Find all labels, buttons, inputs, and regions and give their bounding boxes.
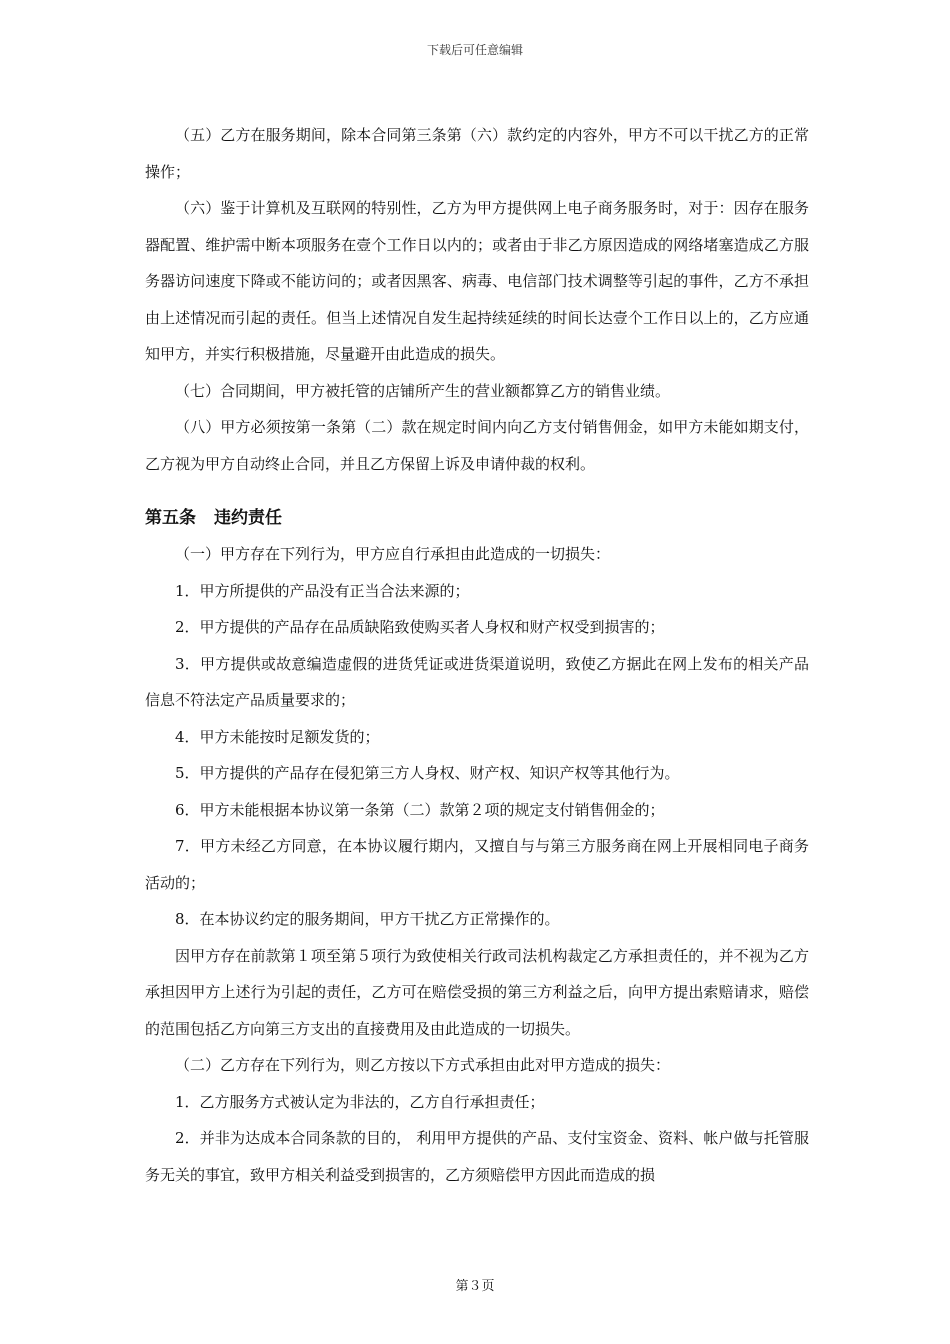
clause-1-intro: （一）甲方存在下列行为，甲方应自行承担由此造成的一切损失： <box>175 545 611 563</box>
clause-2-intro: （二）乙方存在下列行为，则乙方按以下方式承担由此对甲方造成的损失： <box>175 1056 671 1074</box>
paragraph-7: （七）合同期间，甲方被托管的店铺所产生的营业额都算乙方的销售业绩。 <box>175 381 671 400</box>
clause-1-item-4: 4．甲方未能按时足额发货的； <box>175 727 380 746</box>
clause-1-item-8: 8．在本协议约定的服务期间，甲方干扰乙方正常操作的。 <box>175 910 560 928</box>
paragraph-6: （六）鉴于计算机及互联网的特别性，乙方为甲方提供网上电子商务服务时，对于：因存在服务器配置、维护需中断本项服务在壹个工作日以内的；或者由于非乙方原因造成的网络堵塞造成乙方服务器访问速度下降或不能访问的；或者因黑客、病毒、电信部门技术调整等引起的事件，乙方不承担由上述情况而引起的责任。但当上述情况自发生起持续延续的时间长达壹个工作日以上的，乙方应通知甲方，并实行积极措施，尽量避开由此造成的损失。 <box>145 199 809 363</box>
clause-2-item-1: 1．乙方服务方式被认定为非法的，乙方自行承担责任； <box>175 1092 545 1111</box>
clause-1-item-1: 1．甲方所提供的产品没有正当合法来源的； <box>175 581 470 600</box>
clause-2-item-2: 2．并非为达成本合同条款的目的， 利用甲方提供的产品、支付宝资金、资料、帐户做与托管服务无关的事宜，致甲方相关利益受到损害的，乙方须赔偿甲方因此而造成的损 <box>145 1129 809 1184</box>
section-title: 违约责任 <box>214 508 282 528</box>
paragraph-5: （五）乙方在服务期间，除本合同第三条第（六）款约定的内容外，甲方不可以干扰乙方的正常操作； <box>145 126 809 181</box>
page-number: 第３页 <box>455 1279 495 1294</box>
document-body <box>145 117 809 1193</box>
page-header: 下载后可任意编辑 <box>426 43 523 57</box>
section-number: 第五条 <box>145 508 196 528</box>
section-heading <box>145 504 809 532</box>
clause-1-item-5: 5．甲方提供的产品存在侵犯第三方人身权、财产权、知识产权等其他行为。 <box>175 764 680 782</box>
clause-1-item-3: 3．甲方提供或故意编造虚假的进货凭证或进货渠道说明，致使乙方据此在网上发布的相关产品信息不符法定产品质量要求的； <box>145 654 809 709</box>
clause-1-item-6: 6．甲方未能根据本协议第一条第（二）款第２项的规定支付销售佣金的； <box>175 800 665 819</box>
clause-1-note: 因甲方存在前款第１项至第５项行为致使相关行政司法机构裁定乙方承担责任的，并不视为乙方承担因甲方上述行为引起的责任，乙方可在赔偿受损的第三方利益之后，向甲方提出索赔请求，赔偿的范围包括乙方向第三方支出的直接费用及由此造成的一切损失。 <box>145 946 809 1038</box>
paragraph-8: （八）甲方必须按第一条第（二）款在规定时间内向乙方支付销售佣金，如甲方未能如期支付，乙方视为甲方自动终止合同，并且乙方保留上诉及申请仲裁的权利。 <box>145 418 809 473</box>
clause-1-item-2: 2．甲方提供的产品存在品质缺陷致使购买者人身权和财产权受到损害的； <box>175 618 665 636</box>
clause-1-item-7: 7．甲方未经乙方同意，在本协议履行期内，又擅自与与第三方服务商在网上开展相同电子商务活动的； <box>145 837 809 892</box>
